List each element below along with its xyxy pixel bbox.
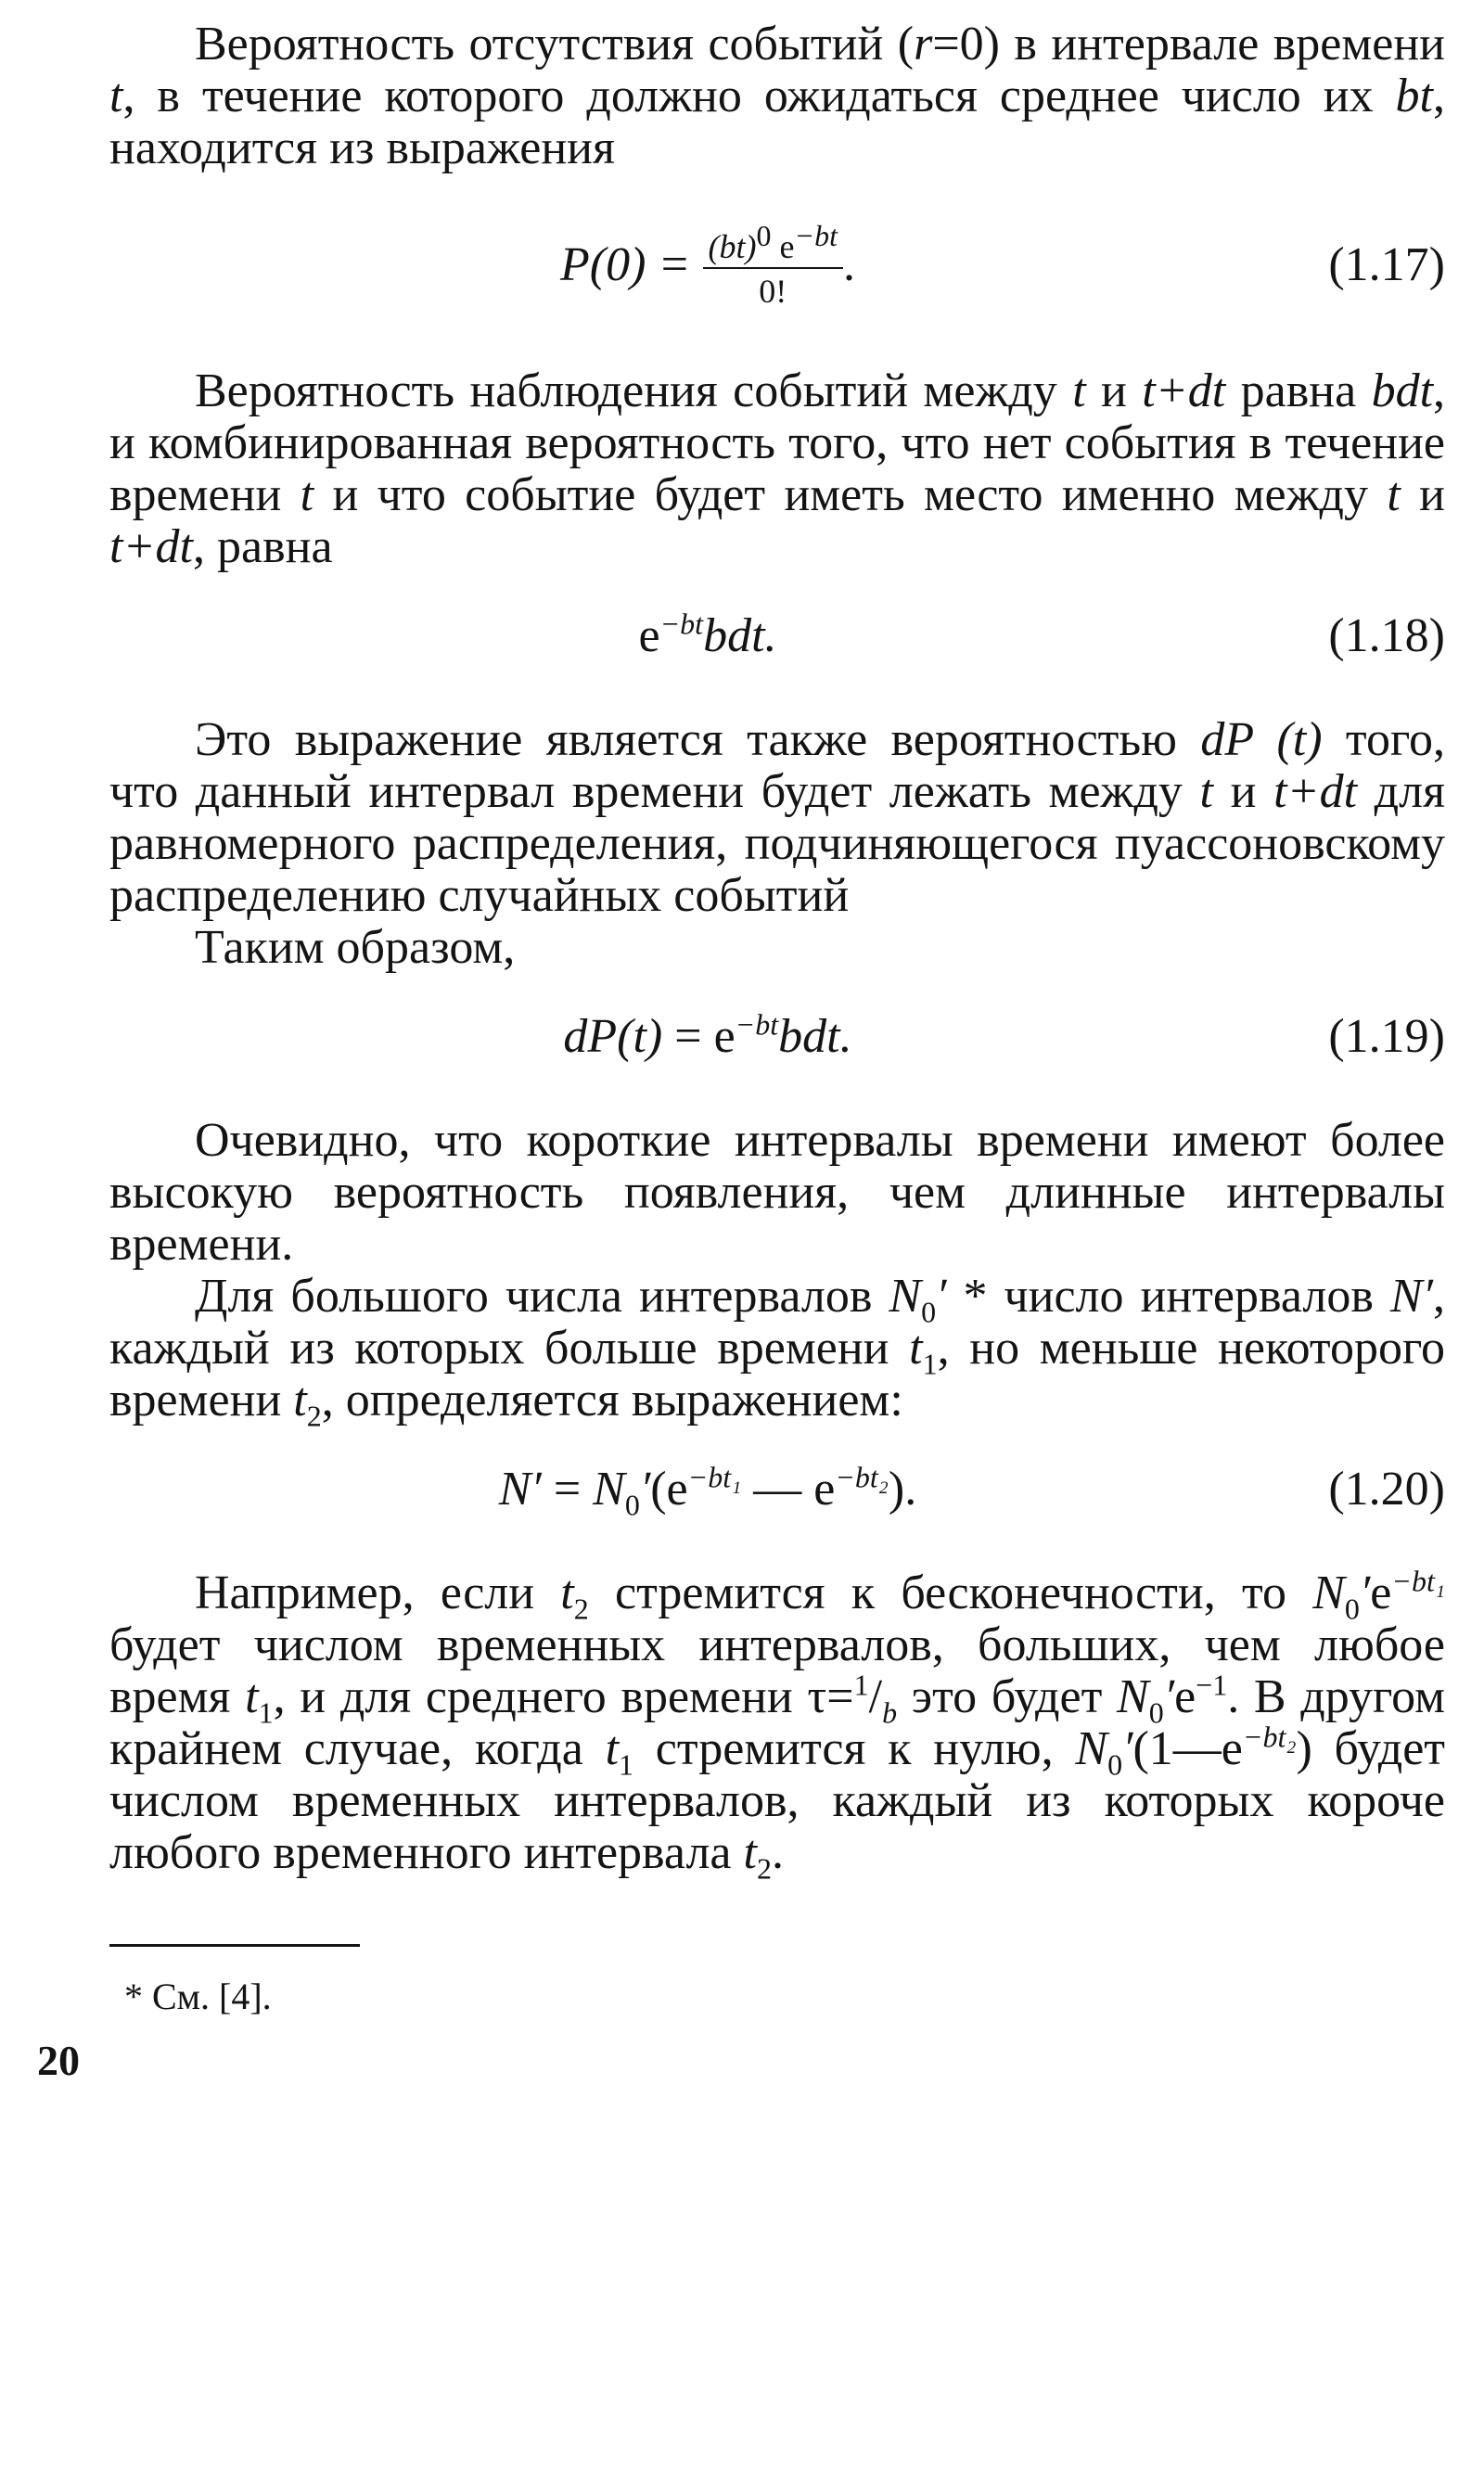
text-run: для равномерного распределения, подчиняющегося пуассоновскому распределению случайных событий	[109, 765, 1446, 922]
math-var: N′	[1389, 1270, 1433, 1323]
exponent: −bt₂	[835, 1460, 889, 1494]
equation-formula	[109, 599, 1306, 673]
paragraph-1	[109, 19, 1445, 174]
numerator-base: (bt)	[708, 228, 757, 266]
equation-1-17	[109, 213, 1445, 317]
text-run: , и для среднего времени τ=	[273, 1670, 854, 1723]
text-run: и	[1213, 765, 1274, 818]
text-run: , определяется выражением:	[321, 1374, 903, 1426]
equation-number: (1.20)	[1328, 1463, 1445, 1516]
math-var: t	[293, 1374, 307, 1426]
equation-rest: bdt.	[778, 1010, 852, 1063]
prime: ′	[1122, 1722, 1133, 1775]
text-run: ) будет числом временных интервалов, каждый из которых короче любого временного интервала	[109, 1722, 1446, 1879]
paragraph-6	[109, 1270, 1445, 1433]
text-run: * число интервалов	[946, 1270, 1390, 1323]
math-var: t	[300, 468, 314, 521]
exponent: −bt	[735, 1007, 779, 1042]
text-run: и	[1400, 468, 1446, 521]
open-e: (e	[650, 1463, 688, 1516]
prime: ′	[1163, 1670, 1175, 1723]
equation-1-20	[109, 1452, 1445, 1527]
math-var: N	[889, 1270, 922, 1323]
minus-e: — e	[741, 1463, 836, 1516]
subscript: 1	[619, 1747, 634, 1782]
text-run: e	[1174, 1670, 1196, 1723]
math-var: t	[1199, 765, 1213, 818]
math-var: t	[1387, 468, 1401, 521]
text-run: (1—e	[1132, 1722, 1243, 1775]
math-var: t	[1072, 365, 1086, 417]
math-var: bdt	[1371, 365, 1434, 417]
numerator-exponent: 0	[756, 219, 772, 253]
fraction-denominator: b	[882, 1695, 898, 1730]
math-var: t	[560, 1567, 574, 1619]
math-var: t	[605, 1722, 620, 1775]
math-var: t	[109, 70, 123, 122]
text-run: стремится к бесконечности, то	[588, 1567, 1313, 1619]
footnote: * См. [4].	[124, 1976, 272, 2017]
fraction-slash: /	[868, 1670, 883, 1723]
math-var: t	[909, 1322, 923, 1375]
exponent: −bt₁	[1391, 1564, 1445, 1598]
equation-formula	[109, 1452, 1306, 1527]
text-run: , но меньше некоторого времени	[109, 1322, 1445, 1426]
equation-lhs: N′	[498, 1463, 542, 1516]
math-var: bt	[1395, 70, 1433, 122]
equals: =	[541, 1463, 594, 1516]
footnote-divider	[109, 1944, 360, 1947]
paragraph-2	[109, 365, 1445, 573]
equation-formula	[109, 1000, 1306, 1074]
close-paren: ).	[888, 1463, 917, 1516]
subscript: 2	[756, 1851, 772, 1886]
math-var: t+dt	[109, 520, 193, 573]
subscript: 0	[1148, 1695, 1164, 1730]
text-run: , каждый из которых больше времени	[109, 1270, 1445, 1375]
exponent: −1	[1196, 1668, 1228, 1702]
math-var: N	[1075, 1722, 1108, 1775]
subscript: 1	[922, 1347, 938, 1381]
equals-e: = e	[662, 1010, 736, 1063]
equation-lhs: P(0) =	[560, 238, 703, 291]
equation-lhs: dP(t)	[563, 1010, 663, 1063]
fraction-numerator: 1	[853, 1668, 869, 1702]
text-run: . В другом крайнем случае, когда	[109, 1670, 1445, 1775]
equation-number: (1.17)	[1328, 238, 1445, 291]
subscript: 0	[1107, 1747, 1123, 1782]
text-run: Например, если	[195, 1567, 561, 1619]
fraction	[703, 219, 843, 311]
subscript: 0	[1344, 1592, 1360, 1626]
math-var: N	[593, 1463, 625, 1516]
paragraph-7	[109, 1564, 1446, 1886]
paragraph-5: Очевидно, что короткие интервалы времени имеют более высокую вероятность появления, чем длинные интервалы времени.	[109, 1114, 1445, 1271]
subscript: 0	[624, 1488, 640, 1522]
subscript: 0	[921, 1295, 937, 1329]
paragraph-3	[109, 714, 1445, 922]
prime: ′	[936, 1270, 947, 1323]
page-number: 20	[37, 2037, 80, 2084]
equation-1-19	[109, 1000, 1445, 1074]
equation-1-18	[109, 599, 1445, 673]
math-var: t	[245, 1670, 259, 1723]
fraction-numerator	[703, 219, 843, 269]
math-var: N	[1312, 1567, 1345, 1619]
text-run: , равна	[192, 520, 333, 573]
equation-formula	[109, 213, 1306, 317]
text-run: стремится к нулю,	[633, 1722, 1076, 1775]
text-run: , в течение которого должно ожидаться среднее число их	[122, 70, 1396, 122]
numerator-e-exponent: −bt	[794, 219, 838, 253]
text-run: Вероятность наблюдения событий между	[195, 365, 1073, 417]
text-run: , находится из выражения	[109, 70, 1445, 174]
math-var: t+dt	[1142, 365, 1226, 417]
subscript: 2	[306, 1399, 322, 1433]
exponent: −bt₂	[1242, 1720, 1297, 1754]
text-run: и	[1085, 365, 1143, 417]
text-run: Для большого числа интервалов	[195, 1270, 889, 1323]
subscript: 1	[258, 1695, 274, 1730]
math-var: t	[743, 1826, 757, 1879]
text-run: , и комбинированная вероятность того, что нет события в течение времени	[109, 365, 1446, 521]
subscript: 2	[573, 1592, 589, 1626]
fraction-denominator: 0!	[759, 273, 787, 311]
prime: ′	[639, 1463, 651, 1516]
math-var: r	[914, 18, 933, 70]
exponent: −bt	[659, 607, 704, 641]
equation-tail: .	[842, 238, 855, 291]
text-run: Это выражение является также вероятностью	[195, 713, 1201, 766]
text-run: =0) в интервале времени	[932, 18, 1445, 70]
equation-number: (1.19)	[1328, 1010, 1445, 1063]
math-var: dP (t)	[1200, 713, 1323, 766]
text-run: того, что данный интервал времени будет лежать между	[109, 713, 1445, 818]
paragraph-4: Таким образом,	[195, 921, 516, 974]
book-page	[37, 18, 1446, 2085]
numerator-e: e	[771, 228, 795, 266]
euler-e: e	[638, 609, 660, 662]
text-run: это будет	[897, 1670, 1117, 1723]
text-run: Вероятность отсутствия событий (	[195, 18, 915, 70]
text-run: .	[771, 1826, 784, 1879]
text-run: будет числом временных интервалов, больших, чем любое время	[109, 1618, 1445, 1723]
equation-rest: bdt.	[703, 609, 777, 662]
math-var: N	[1117, 1670, 1149, 1723]
exponent: −bt₁	[687, 1460, 742, 1494]
text-run: e	[1370, 1567, 1392, 1619]
math-var: t+dt	[1273, 765, 1358, 818]
text-run: равна	[1225, 365, 1372, 417]
equation-number: (1.18)	[1328, 609, 1445, 662]
text-run: и что событие будет иметь место именно между	[313, 468, 1388, 521]
prime: ′	[1359, 1567, 1371, 1619]
